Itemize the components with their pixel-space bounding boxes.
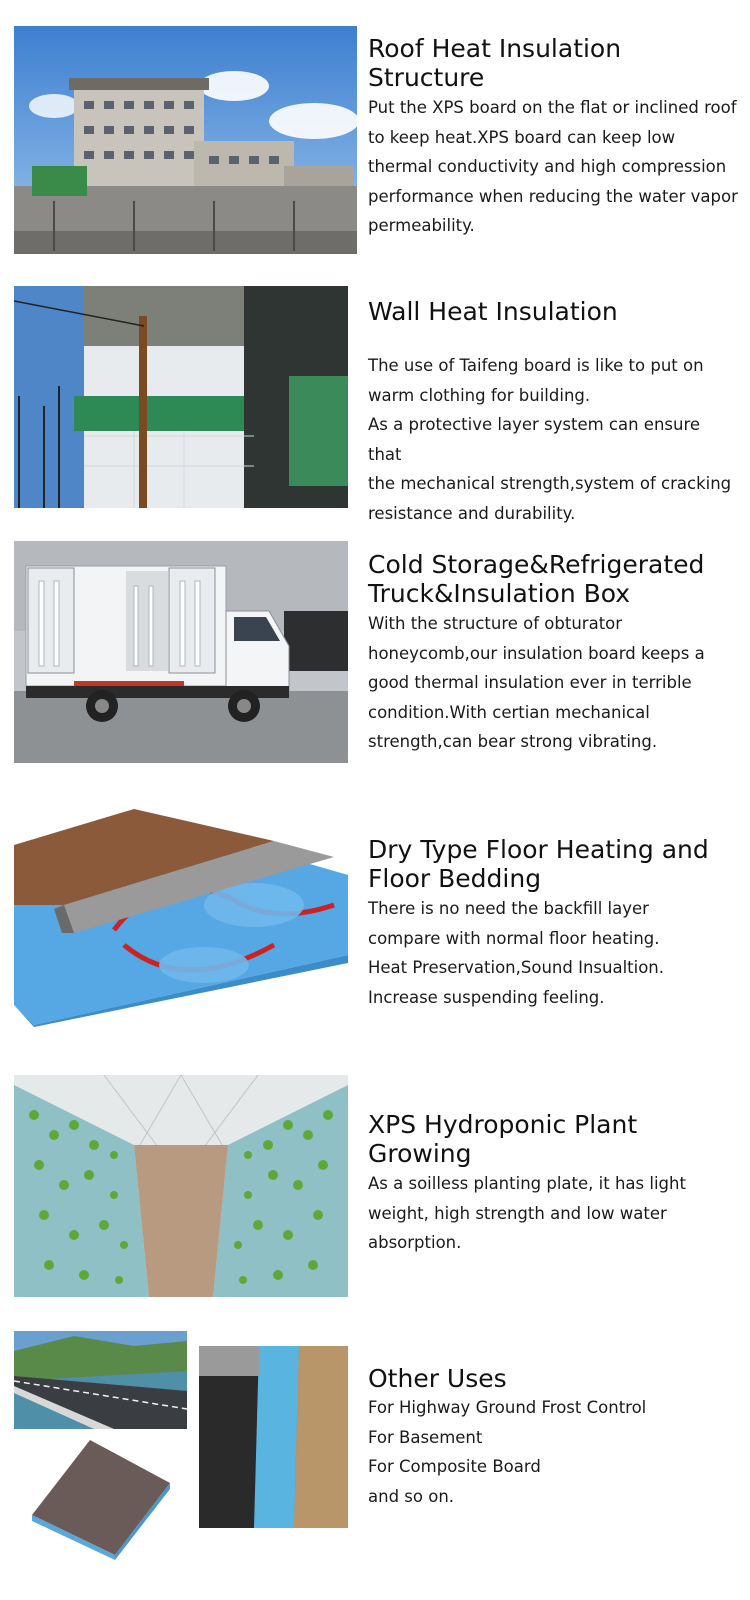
- body-line: For Basement: [368, 1427, 483, 1447]
- truck-section-text: [368, 550, 738, 757]
- body-line: For Composite Board: [368, 1457, 541, 1476]
- body-line: Put the XPS board on the flat or inclined roof: [368, 98, 737, 117]
- body-line: thermal conductivity and high compression: [368, 157, 727, 176]
- other-uses-section-title: Other Uses: [368, 1364, 507, 1393]
- basement-wall-photo: [199, 1346, 348, 1528]
- body-line: absorption.: [368, 1233, 462, 1252]
- body-line: Heat Preservation,Sound Insualtion.: [368, 958, 665, 977]
- body-line: Increase suspending feeling.: [368, 987, 605, 1007]
- body-line: For Highway Ground Frost Control: [368, 1398, 647, 1417]
- body-line: the mechanical strength,system of cracking: [368, 474, 732, 493]
- body-line: compare with normal floor heating.: [368, 928, 660, 948]
- body-line: and so on.: [368, 1486, 455, 1506]
- hydroponic-section-title: XPS Hydroponic Plant Growing: [368, 1110, 638, 1168]
- body-line: good thermal insulation ever in terrible: [368, 673, 692, 692]
- body-line: weight, high strength and low water: [368, 1203, 667, 1223]
- hydroponic-greenhouse-photo: [14, 1075, 348, 1297]
- wall-insulation-photo: [14, 286, 348, 508]
- hydroponic-section-text: [368, 1110, 738, 1258]
- truck-section-title: Cold Storage&Refrigerated Truck&Insulation Box: [368, 550, 705, 608]
- roof-building-photo: [14, 26, 357, 254]
- body-line: The use of Taifeng board is like to put on: [368, 356, 704, 375]
- body-line: to keep heat.XPS board can keep low: [368, 127, 676, 147]
- other-uses-section-text: [368, 1364, 738, 1511]
- highway-photo: [14, 1331, 187, 1429]
- body-line: permeability.: [368, 216, 475, 235]
- floor-section-text: [368, 835, 738, 1012]
- floor-heating-diagram: [14, 805, 348, 1027]
- floor-section-title: Dry Type Floor Heating and Floor Bedding: [368, 835, 709, 893]
- body-line: performance when reducing the water vapor: [368, 186, 738, 206]
- body-line: With the structure of obturator: [368, 614, 623, 633]
- body-line: As a protective layer system can ensure that: [368, 415, 701, 464]
- wall-section-title: Wall Heat Insulation: [368, 297, 618, 326]
- wall-section-text: [368, 297, 738, 528]
- composite-board-photo: [20, 1435, 175, 1560]
- body-line: warm clothing for building.: [368, 385, 591, 405]
- roof-section-title: Roof Heat Insulation Structure: [368, 34, 622, 92]
- body-line: honeycomb,our insulation board keeps a: [368, 643, 705, 663]
- body-line: resistance and durability.: [368, 503, 576, 523]
- body-line: There is no need the backfill layer: [368, 899, 649, 918]
- body-line: condition.With certian mechanical: [368, 702, 650, 722]
- roof-section-text: [368, 34, 738, 241]
- body-line: As a soilless planting plate, it has light: [368, 1174, 686, 1193]
- body-line: strength,can bear strong vibrating.: [368, 732, 658, 751]
- refrigerated-truck-photo: [14, 541, 348, 763]
